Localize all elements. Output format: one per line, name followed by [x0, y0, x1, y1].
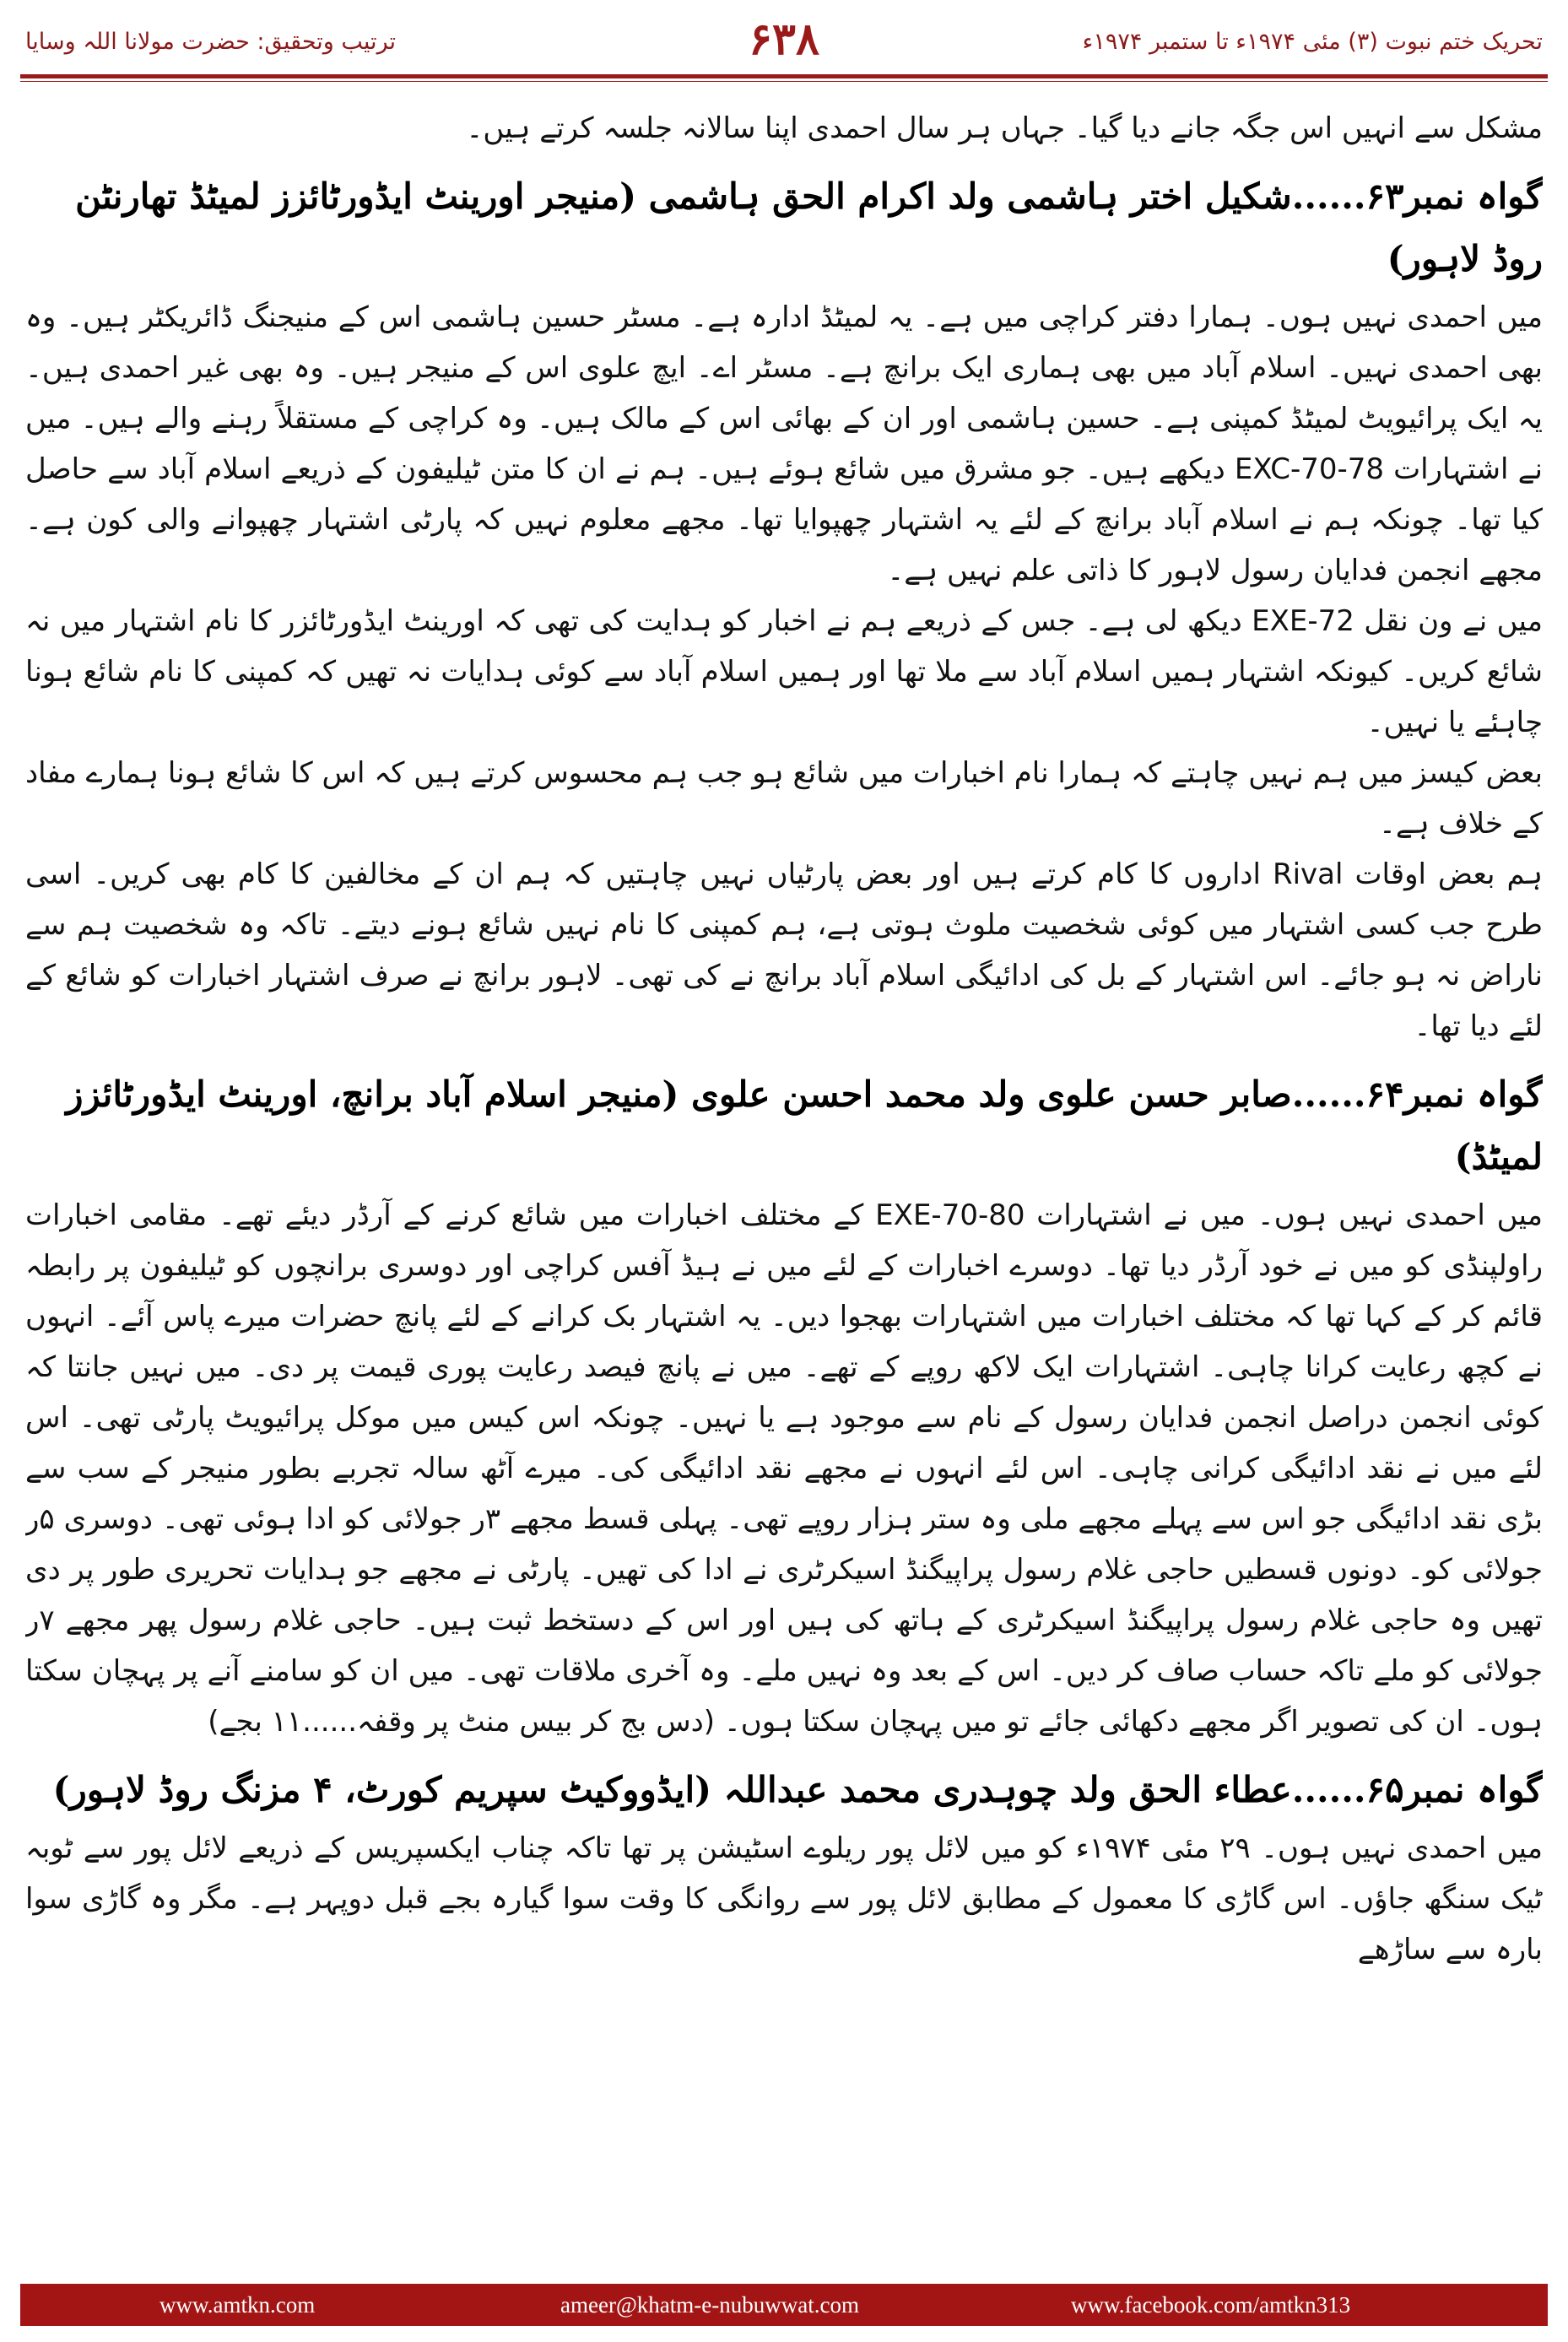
witness-63-paragraph-1: میں احمدی نہیں ہوں۔ ہمارا دفتر کراچی میں ہے۔ یہ لمیٹڈ ادارہ ہے۔ مسٹر حسین ہاشمی اس کے منیجنگ ڈائریکٹر ہیں۔ وہ بھی احمدی نہیں۔ اسلام آباد میں بھی ہماری ایک برانچ ہے۔ مسٹر اے۔ ایچ علوی اس کے منیجر ہیں۔ وہ بھی غیر احمدی ہیں۔ یہ ایک پرائیویٹ لمیٹڈ کمپنی ہے۔ حسین ہاشمی اور ان کے بھائی اس کے مالک ہیں۔ وہ کراچی کے مستقلاً رہنے والے ہیں۔ میں نے اشتہارات EXC-70-78 دیکھے ہیں۔ جو مشرق میں شائع ہوئے ہیں۔ ہم نے ان کا متن ٹیلیفون کے ذریعے اسلام آباد سے حاصل کیا تھا۔ چونکہ ہم نے اسلام آباد برانچ کے لئے یہ اشتہار چھپوایا تھا۔ مجھے معلوم نہیں کہ پارٹی اشتہار چھپوانے والی کون ہے۔ مجھے انجمن فدایان رسول لاہور کا ذاتی علم نہیں ہے۔ — [25, 300, 1543, 587]
intro-paragraph: مشکل سے انہیں اس جگہ جانے دیا گیا۔ جہاں ہر سال احمدی اپنا سالانہ جلسہ کرتے ہیں۔ — [466, 111, 1543, 145]
witness-64-paragraph-1: میں احمدی نہیں ہوں۔ میں نے اشتہارات EXE-70-80 کے مختلف اخبارات میں شائع کرنے کے آرڈر دیئے تھے۔ مقامی اخبارات راولپنڈی کو میں نے خود آرڈر دیا تھا۔ دوسرے اخبارات کے لئے میں نے ہیڈ آفس کراچی اور دوسری برانچوں کو ٹیلیفون پر رابطہ قائم کر کے کہا تھا کہ مختلف اخبارات میں اشتہارات بھجوا دیں۔ یہ اشتہار بک کرانے کے لئے پانچ حضرات میرے پاس آئے۔ انہوں نے کچھ رعایت کرانا چاہی۔ اشتہارات ایک لاکھ روپے کے تھے۔ میں نے پانچ فیصد رعایت پوری قیمت پر دی۔ میں نہیں جانتا کہ کوئی انجمن دراصل انجمن فدایان رسول کے نام سے موجود ہے یا نہیں۔ چونکہ اس کیس میں موکل پرائیویٹ پارٹی تھی۔ اس لئے میں نے نقد ادائیگی کرانی چاہی۔ اس لئے انہوں نے مجھے نقد ادائیگی کی۔ میرے آٹھ سالہ تجربے بطور منیجر کے سب سے بڑی نقد ادائیگی جو اس سے پہلے مجھے ملی وہ ستر ہزار روپے تھی۔ پہلی قسط مجھے ۳ر جولائی کو ادا ہوئی تھی۔ دوسری ۵ر جولائی کو۔ دونوں قسطیں حاجی غلام رسول پراپیگنڈ اسیکرٹری نے ادا کی تھیں۔ پارٹی نے مجھے جو ہدایات تحریری طور پر دی تھیں وہ حاجی غلام رسول پراپیگنڈ اسیکرٹری کے ہاتھ کی ہیں اور اس کے دستخط ثبت ہیں۔ حاجی غلام رسول پھر مجھے ۷ر جولائی کو ملے تاکہ حساب صاف کر دیں۔ اس کے بعد وہ نہیں ملے۔ وہ آخری ملاقات تھی۔ میں ان کو سامنے آنے پر پہچان سکتا ہوں۔ ان کی تصویر اگر مجھے دکھائی جائے تو میں پہچان سکتا ہوں۔ (دس بج کر بیس منٹ پر وقفہ......۱۱ بجے) — [25, 1198, 1543, 1739]
website-link[interactable]: www.amtkn.com — [160, 2292, 316, 2318]
page-body — [25, 103, 1543, 2264]
header-rule-thin — [20, 81, 1548, 82]
witness-65-paragraph-1: میں احمدی نہیں ہوں۔ ۲۹ مئی ۱۹۷۴ء کو میں لائل پور ریلوے اسٹیشن پر تھا تاکہ چناب ایکسپریس کے ذریعے لائل پور سے ٹوبہ ٹیک سنگھ جاؤں۔ اس گاڑی کا معمول کے مطابق لائل پور سے روانگی کا وقت سوا گیارہ بجے قبل دوپہر ہے۔ مگر وہ گاڑی سوا بارہ سے ساڑھے — [25, 1831, 1543, 1966]
page-number: ۶۳۸ — [749, 14, 819, 65]
witness-63-paragraph-3: بعض کیسز میں ہم نہیں چاہتے کہ ہمارا نام اخبارات میں شائع ہو جب ہم محسوس کرتے ہیں کہ اس کا شائع ہونا ہمارے مفاد کے خلاف ہے۔ — [25, 756, 1543, 841]
witness-63-paragraph-4: ہم بعض اوقات Rival اداروں کا کام کرتے ہیں اور بعض پارٹیاں نہیں چاہتیں کہ ہم ان کے مخالفین کا کام بھی کریں۔ اسی طرح جب کسی اشتہار میں کوئی شخصیت ملوث ہوتی ہے، ہم کمپنی کا نام نہیں شائع ہونے دیتے۔ تاکہ وہ شخصیت ہم سے ناراض نہ ہو جائے۔ اس اشتہار کے بل کی ادائیگی اسلام آباد برانچ نے کی تھی۔ لاہور برانچ نے صرف اشتہار اخبارات کو شائع کے لئے دیا تھا۔ — [25, 857, 1543, 1043]
page-footer — [20, 2284, 1548, 2326]
email-link[interactable]: ameer@khatm-e-nubuwwat.com — [560, 2292, 859, 2318]
header-rule — [20, 74, 1548, 78]
compiler-credit: ترتیب وتحقیق: حضرت مولانا اللہ وسایا — [25, 29, 396, 55]
book-title: تحریک ختم نبوت (۳) مئی ۱۹۷۴ء تا ستمبر ۱۹۷۴ء — [1082, 29, 1543, 55]
witness-63-heading: گواہ نمبر۶۳......شکیل اختر ہاشمی ولد اکرام الحق ہاشمی (منیجر اورینٹ ایڈورٹائزز لمیٹڈ تھارنٹن روڈ لاہور) — [75, 176, 1543, 279]
witness-63-paragraph-2: میں نے ون نقل EXE-72 دیکھ لی ہے۔ جس کے ذریعے ہم نے اخبار کو ہدایت کی تھی کہ اورینٹ ایڈورٹائزر کا نام اشتہار میں نہ شائع کریں۔ کیونکہ اشتہار ہمیں اسلام آباد سے ملا تھا اور ہمیں اسلام آباد سے کوئی ہدایات نہ تھیں کہ کمپنی کا نام شائع ہونا چاہئے یا نہیں۔ — [25, 604, 1543, 739]
witness-64-heading: گواہ نمبر۶۴......صابر حسن علوی ولد محمد احسن علوی (منیجر اسلام آباد برانچ، اورینٹ ایڈورٹائزز لمیٹڈ) — [66, 1074, 1543, 1177]
witness-65-heading: گواہ نمبر۶۵......عطاء الحق ولد چوہدری محمد عبداللہ (ایڈووکیٹ سپریم کورٹ، ۴ مزنگ روڈ لاہور) — [52, 1769, 1543, 1810]
facebook-link[interactable]: www.facebook.com/amtkn313 — [1071, 2292, 1351, 2318]
page-header — [0, 0, 1568, 74]
